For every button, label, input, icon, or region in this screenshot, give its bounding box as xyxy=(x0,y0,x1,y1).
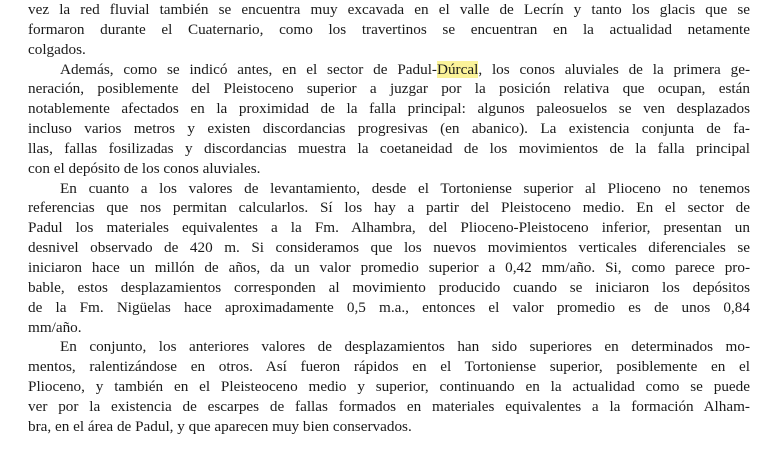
text-segment: , los conos aluviales de la primera ge- xyxy=(478,60,751,78)
document-page xyxy=(28,0,750,437)
paragraph-4 xyxy=(28,337,750,436)
paragraph-3 xyxy=(28,179,750,338)
text-line: vez la red fluvial también se encuentra muy excavada en el valle de Lecrín y tanto los glacis que se xyxy=(28,1,750,18)
text-segment: Además, como se indicó antes, en el sector de Padul- xyxy=(60,60,437,78)
text-line: referencias que nos permitan calcularlos. Sí los hay a partir del Pleistoceno medio. En el sector de xyxy=(28,199,750,217)
text-line: neración, posiblemente del Pleistoceno superior a juzgar por la posición relativa que ocupan, están xyxy=(28,80,750,98)
text-line-with-highlight xyxy=(28,60,750,80)
text-line: bable, estos desplazamientos corresponden al movimiento producido cuando se iniciaron los depósitos xyxy=(28,278,750,296)
text-line: llas, fallas fosilizadas y discordancias muestra la coetaneidad de los movimientos de la falla principal xyxy=(28,139,750,157)
text-line: de la Fm. Nigüelas hace aproximadamente 0,5 m.a., entonces el valor promedio es de unos 0,84 xyxy=(28,298,750,316)
text-line: con el depósito de los conos aluviales. xyxy=(28,159,261,177)
text-line: En conjunto, los anteriores valores de desplazamientos han sido superiores en determinados mo- xyxy=(60,338,750,356)
text-line: desnivel observado de 420 m. Si consideramos que los nuevos movimientos verticales diferenciales se xyxy=(28,239,750,257)
paragraph-1 xyxy=(28,0,750,60)
text-line: Padul los materiales equivalentes a la Fm. Alhambra, del Plioceno-Pleistoceno inferior, presentan un xyxy=(28,219,750,237)
paragraph-2 xyxy=(28,60,750,179)
text-line: formaron durante el Cuaternario, como los travertinos se encuentran en la actualidad netamente xyxy=(28,20,750,38)
text-line: mentos, ralentizándose en otros. Así fueron rápidos en el Tortoniense superior, posiblemente en el xyxy=(28,358,750,376)
text-line: bra, en el área de Padul, y que aparecen muy bien conservados. xyxy=(28,417,412,435)
highlighted-word: Dúrcal xyxy=(436,60,479,78)
text-line: notablemente afectados en la proximidad de la falla principal: algunos paleosuelos se ven desplazados xyxy=(28,100,750,118)
text-line: mm/año. xyxy=(28,318,82,336)
text-line: incluso varios metros y existen discordancias progresivas (en abanico). La existencia conjunta de fa- xyxy=(28,120,750,138)
text-line: ver por la existencia de escarpes de fallas formados en materiales equivalentes a la formación Alham- xyxy=(28,397,750,415)
text-line: iniciaron hace un millón de años, da un valor promedio superior a 0,42 mm/año. Si, como parece pro- xyxy=(28,258,750,276)
text-line: Plioceno, y también en el Pleisteoceno medio y superior, continuando en la actualidad como se puede xyxy=(28,378,750,396)
text-line: colgados. xyxy=(28,40,86,58)
text-line: En cuanto a los valores de levantamiento, desde el Tortoniense superior al Plioceno no tenemos xyxy=(60,179,750,197)
